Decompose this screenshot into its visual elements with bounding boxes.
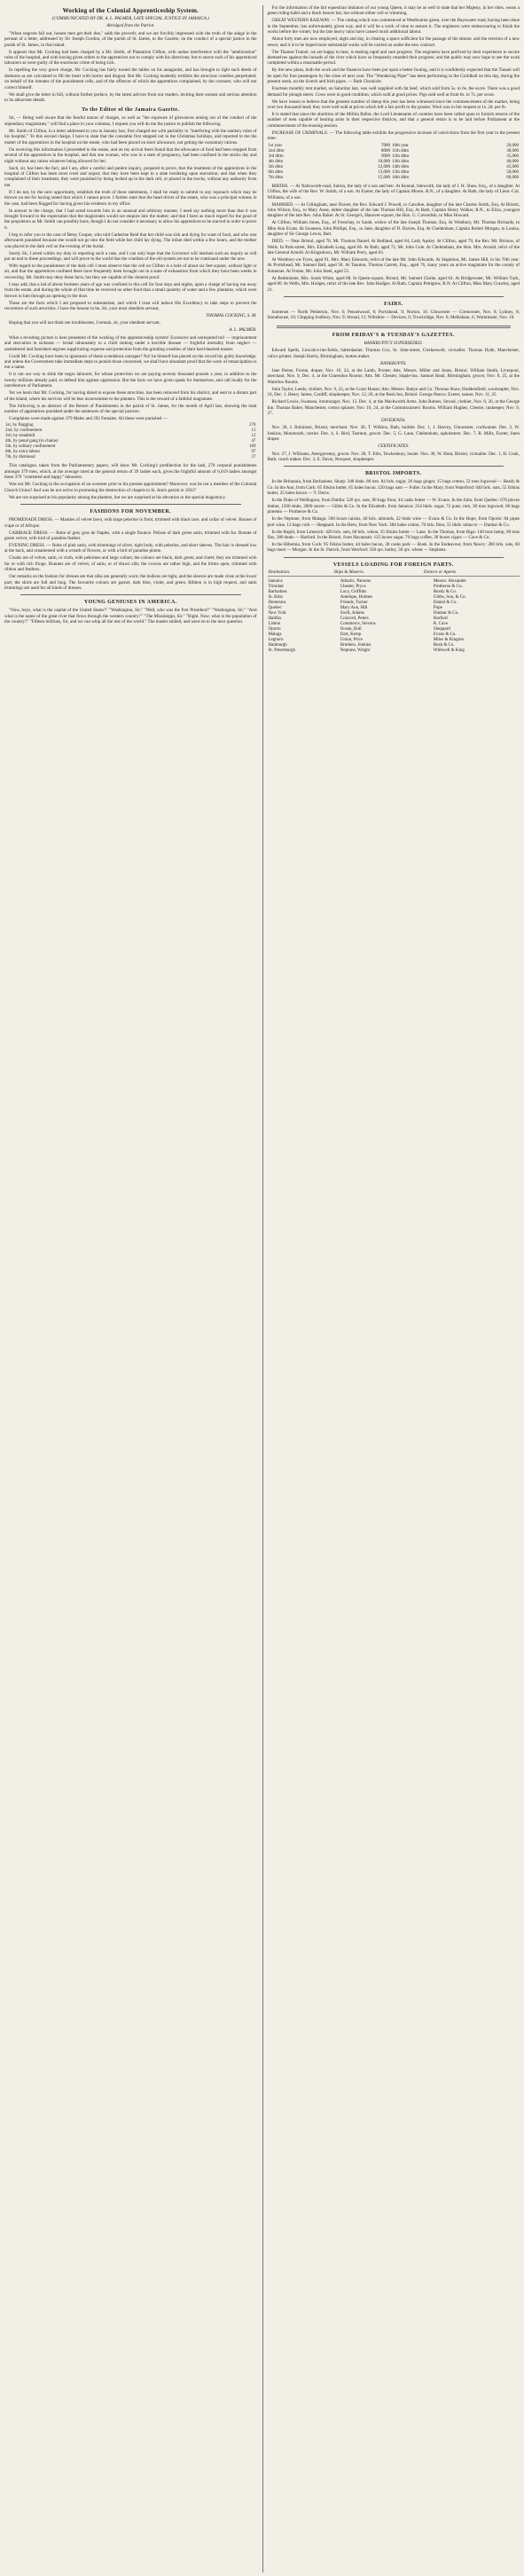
table-header <box>268 570 520 577</box>
section-divider <box>284 557 504 558</box>
table-cell: Ocean, Bull <box>340 626 362 632</box>
subheading: Abridged from the Patriot. <box>106 23 155 29</box>
article-paragraph: What a revolting picture is here presented of the working of the apprenticeship system! Excessive and unrequited toil — imprisonment and starvation in sickness — brutal inhumanity to a child sinking under a horrible disease — frightful mortality from neglect — unsheltered and famished negroes supplicating expense and protection from the grinding cruelties of their hard-hearted master. <box>4 334 257 352</box>
table-cell: 4th, by penal gang (in chains) <box>5 439 59 444</box>
table-cell: 7000 <box>381 143 391 148</box>
table-cell: Neptune, Wright <box>340 648 371 653</box>
table-cell: 13,000 <box>378 169 391 175</box>
article-paragraph: We shall give the letter in full, without further preface, by the latest advices from our readers, inviting their earnest and serious attention to its abhorrent details. <box>4 91 257 104</box>
article-paragraph: Hoping that you will not think me troublesome, I remain, sir, your obedient servant, <box>9 320 160 326</box>
article-paragraph: We are not surprised at his popularity among the planters, but we are surprised at his elevation to the special magistracy. <box>9 494 226 500</box>
table-cell: Messrs. Alexander <box>433 578 467 584</box>
table-row <box>268 570 520 577</box>
article-paragraph: About forty men are now employed, night and day, in clearing a space sufficient for the passage of the stream, and the erection of a new sewer, and it is to be hoped more substantial works will be carried on under the new contract. <box>267 36 520 48</box>
article-paragraph: If I do not, by the next opportunity, establish the truth of these statements, I shall be ready to submit to any reproach which may be thrown on me for having stated that which I cannot prove. I further state that the head driver of the estate, who was a principal witness in the case, had been flogged for having given his evidence in my office. <box>4 189 257 207</box>
article-paragraph: I beg to refer you to the case of Betsy Cooper, who told Catherine Reid that her child was sick and dying for want of food, and who was afterwards punished because she would not go into the field while her child lay dying. The infant died within a few hours, and the mother was placed in the dark cell on the evening of the burial. <box>4 232 257 249</box>
table-cell: 1st, by flogging <box>5 423 34 428</box>
article-paragraph: In the Rapid, from Limerick: 420 brls. oats, 60 brls. wheat, 35 firkins butter — Lane. In the Thomas, from Riga: 140 tons hemp, 90 tons flax, 300 deals — Harford. In the Bristol, from Havannah: 125 boxes sugar, 70 bags coffee, 30 boxes cigars — Cave & Co. <box>267 529 520 540</box>
section-heading: YOUNG GENIUSES IN AMERICA. <box>83 600 177 606</box>
table-cell: Whitwell & King <box>433 648 465 653</box>
table-cell: 6th ditto <box>268 169 284 175</box>
table-cell: 5th ditto <box>268 164 284 169</box>
table-cell: New York <box>268 610 286 616</box>
table-cell: 11th ditto <box>392 148 410 153</box>
article-paragraph: At Clifton, William Jones, Esq., of Frenchay, to Sarah, widow of the late Joseph Thomas, Esq. At Westbury, Mr. Thomas Richards, to Miss Ann Evans. At Swansea, John Phillips, Esq., to Jane, daughter of D. Davies, Esq. At Cheltenham, Captain Robert Morgan, to Louisa, daughter of Sir George Lewis, Bart. <box>267 220 520 238</box>
table-cell: Atlantic, Parsons <box>340 578 371 584</box>
table-cell: Brothers, Jenkins <box>340 642 371 648</box>
table-cell: Halifax <box>268 616 282 621</box>
article-paragraph: GREAT WESTERN RAILWAY. — The cutting which was commenced at Westbourne green, over the Bayswater road, having been done in the September, has unfortunately given way, and it will be a work of time to restore it. The engineers were endeavouring to finish the works before the winter; but the late heavy rains have caused much additional labour. <box>267 18 520 35</box>
article-paragraph: In the Duke of Wellington, from Dublin: 520 qrs. oats, 80 bags flour, 44 casks butter — W. Evans. In the John, from Quebec: 670 pieces timber, 1500 deals, 2000 staves — Gibbs & Co. In the Elizabeth, from Jamaica: 254 hhds. sugar, 72 puns. rum, 38 tons logwood, 60 bags pimento — Protheroe & Co. <box>267 498 520 515</box>
table-cell: 30,000 <box>506 148 519 153</box>
table-cell: 15th ditto <box>392 169 410 175</box>
section-heading: FAIRS. <box>384 301 403 307</box>
table-cell: St. Kitts <box>268 594 283 600</box>
article-paragraph: INCREASE OF CRIMINALS. — The following table exhibits the progressive increase of convictions from the first year to the present time: <box>267 130 520 142</box>
table-cell: 5th, by solitary confinement <box>5 444 56 450</box>
table-cell: Gibbs, Son, & Co. <box>433 594 466 600</box>
table-cell: 10th year <box>392 143 409 148</box>
table-cell: 169 <box>249 444 256 450</box>
article-paragraph: Nov. 27, J. Williams, Abergavenny, grocer. Nov. 28, T. Ellis, Tewkesbury, hosier. Nov. 30, W. Hunt, Bristol, victualler. Dec. 1, H. Cook, Bath, coach maker. Dec. 3, E. Davis, Newport, shopkeeper. <box>267 451 520 463</box>
table-cell: Pope <box>433 605 442 610</box>
table-cell: 12th ditto <box>392 153 410 159</box>
table-cell: 8000 <box>381 148 391 153</box>
table-cell: 13th ditto <box>392 159 410 164</box>
table-cell: Leghorn <box>268 637 284 642</box>
table-cell: 20,000 <box>506 143 519 148</box>
table-cell: Dart, Kemp <box>340 632 362 637</box>
section-heading: FROM FRIDAY'S & TUESDAY'S GAZETTES. <box>332 332 455 338</box>
subheading: CERTIFICATES. <box>378 444 410 450</box>
article-paragraph: At Westbury-on-Trym, aged 91, Mrs. Mary Edwards, relict of the late Mr. John Edwards. At Stapleton, Mr. James Hill, in his 70th year. At Portishead, Mr. Samuel Ball, aged 58. At Taunton, Thomas Garrett, Esq., aged 76, many years an active magistrate for the county of Somerset. At Frome, Mr. John Steel, aged 55. <box>267 256 520 274</box>
table-cell: Mary Ann, Hill <box>340 605 368 610</box>
table-cell: Friends, Turner <box>340 600 368 605</box>
article-paragraph: In repelling the very grave charge, Mr. Cocking has fairly turned the tables on his antagonist, and has brought to light such deeds of darkness as are calculated to fill the heart with horror and disgust. But Mr. Cocking modestly exhibits the atrocious cruelties perpetrated, on behalf of the inmates of the punishment cells, and of the offences of which the apprentices complained, by the overseer, who will not correct himself. <box>4 67 257 90</box>
table-cell: 4th ditto <box>268 159 284 164</box>
table-cell: 2nd ditto <box>268 148 285 153</box>
article-paragraph: Fourteen monthly rent market, on Saturday last, was well supplied with fat beef, which sold from 5s. to 6s. the score. There was a good demand for plough steers. Cows were in good condition, which sold at good prices. Pigs sold well at from 6s. to 7s. per score. <box>267 86 520 98</box>
article-paragraph: Nov. 28, J. Robinson, Bristol, merchant. Nov. 30, T. Wilkins, Bath, builder. Dec. 1, J. Harvey, Gloucester, cordwainer. Dec. 2, W. Jenkins, Monmouth, currier. Dec. 4, S. Bird, Taunton, grocer. Dec. 5, G. Lane, Cheltenham, upholsterer. Dec. 7, R. Mills, Exeter, linen draper. <box>267 425 520 443</box>
article-paragraph: Was not Mr. Cocking in the occupation of an overseer prior to his present appointment? Moreover, was he not a member of the Colonial Church Union? And was he not active in promoting the destruction of chapels in St. Ann's parish in 1832? <box>4 482 257 493</box>
table-cell: Lisbon <box>268 621 281 626</box>
article-paragraph: In the Britannia, from Barbadoes; Sharp: 348 hhds. 86 tres. 84 brls. sugar, 26 bags ginger, 15 bags cotton, 52 tons logwood — Ready & Co. In the Ann, from Cork: 85 firkins butter, 65 bales bacon, 120 bags oats — Fuller. In the Mary, from Waterford: 640 brls. oats, 55 firkins butter, 25 bales bacon — T. Davis. <box>267 479 520 497</box>
article-paragraph: It is not our way to slink the negro labourer, for whose protection we are paying seventy thousand pounds a year, in addition to the twenty millions already paid, to defend him against oppression. But the facts we have given speak for themselves, and call loudly for the interference of Parliament. <box>4 372 257 389</box>
article-paragraph: The Thames Tunnel, we are happy to hear, is making rapid and sure progress. The engineers have prefixed by their experience to secure themselves against the inroads of the river which have so frequently retarded their progress; and the public may now hope to see the work completed within a reasonable period. <box>267 49 520 67</box>
section-divider <box>277 326 512 328</box>
data-table <box>268 144 520 181</box>
section-divider <box>284 466 504 467</box>
article-paragraph: Edward Spells, Lincoln's-inn-fields, haberdasher. Thomas Cox, St. John-street, Clerkenwell, victualler. Thomas Hyde, Manchester, calico printer. Joseph Harris, Birmingham, button maker. <box>267 348 520 359</box>
table-cell: Daniel & Co. <box>433 600 458 605</box>
table-cell: Miles & Kington <box>433 637 465 642</box>
section-divider <box>284 296 504 297</box>
table-cell: Ready & Co. <box>433 589 458 594</box>
article-paragraph: Complaints were made against 379 Males and 292 Females. All these were punished — <box>9 416 168 422</box>
article-paragraph: By the new plans, both the work and the finances have been put upon a better footing, and it is confidently expected that the Tunnel will be open for foot passengers by the close of next year. The "Wandering Piper" has been performing in the Guildhall on this day, during the present week, on the Scotch and Irish pipes. — Bath Chronicle. <box>267 67 520 85</box>
article-paragraph: Yet we learn that Mr. Cocking, for having dared to expose these atrocities, has been removed from his district, and sent to a distant part of the island, where his services will be less inconvenient to the planters. This is the reward of a faithful magistrate. <box>4 390 257 402</box>
article-paragraph: This catalogue, taken from the Parliamentary papers, will show Mr. Cocking's predilection for the lash, 270 corporal punishments amongst 379 men, which, at the average rated at the general return of 39 lashes each, gives the frightful amount of 6,019 lashes amongst these 379 "contented and happy" labourers. <box>4 463 257 481</box>
table-cell: 50,000 <box>506 169 519 175</box>
table-cell: Destination. <box>268 570 333 577</box>
table-cell: Quebec <box>268 605 282 610</box>
data-table <box>268 579 520 654</box>
table-cell: 3rd ditto <box>268 153 284 159</box>
article-paragraph: BIRTHS. — At Nailsworth-road, Sutton, the lady of a son and heir. At Kennal, Isleworth, the lady of J. H. Shaw, Esq., of a daughter. At Clifton, the wife of the Rev. W. Smith, of a son. At Exeter, the lady of Captain Moore, R.N., of a daughter. At Bath, the lady of Lieut.-Col. Williams, of a son. <box>267 183 520 200</box>
article-paragraph: On receiving this information I proceeded to the estate, and on my arrival there found that the allowance of food had been stopped from several of the apprentices in the hospital, and that one woman, who was in a state of pregnancy, had been confined in the stocks day and night without any ration whatever being allowed for her. <box>4 146 257 164</box>
subheading: BANKRUPTCY SUPERSEDED. <box>364 340 423 346</box>
article-paragraph: Sir, — Being well aware that the fearful nature of charges, as well as "the exposure of grievances arising out of the conduct of the stipendiary magistrates," will find a place in your columns, I request you will do me the justice to publish the following. <box>4 115 257 127</box>
article-paragraph: PROMENADE DRESS. — Mantles of velvet lawn, with large pelerine in front, trimmed with black lace, and collar of velvet. Bonnet of crape or of Afrique. <box>4 517 257 529</box>
article-paragraph: Cloaks are of velvet, satin, or cloth, with pelerines and large collars; the colours are black, dark green, and claret; they are trimmed with fur or with rich fringe. Bonnets are of velvet, of satin, or of drawn silk; the crowns are rather high, and the brims open, trimmed with ribbon and feathers. <box>4 555 257 573</box>
article-paragraph: "Now, boys, what is the capital of the United States?" "Washington, Sir." "Well, who was the first President?" "Washington, Sir." "And what is the name of the great river that flows through the western country?" "The Mississippi, Sir." "Right. Now, what is the population of the country?" "Fifteen millions, Sir, and we can whip all the rest of the world." The master smiled, and went on to the next question. <box>4 608 257 625</box>
signature: THOMAS COCKING, S. M. <box>206 313 257 318</box>
table-cell: R. Cave <box>433 621 448 626</box>
article-paragraph: DIED. — Near Bristol, aged 78, Mr. Thomas Daniel. At Redland, aged 84, Lady Apsley. At Clifton, aged 79, the Rev. Mr. Bristow, of Wells. In Park-street, Mrs. Elizabeth Long, aged 66. At Bath, aged 72, Mr. John Cole. At Cheltenham, the Hon. Mrs. Arnold, relict of the late General Arnold. At Kingsdown, Mr. William Perry, aged 63. <box>267 239 520 255</box>
table-cell: 97 <box>251 450 256 455</box>
article-paragraph: Our remarks on the fashion for dresses are that silks are generally worn; the bodices are tight, and the sleeves are made close at the lower part; the skirts are full and long. The favourite colours are garnet, dark blue, violet, and green. Ribbon is in high request, and satin trimmings are used for all kinds of dresses. <box>4 574 257 591</box>
table-cell: Demerara <box>268 600 286 605</box>
article-paragraph: "When negroes fall out, honest men get their due," saith the proverb; and we are forcibly impressed with the truth of the adage in the perusal of a letter, addressed by Sir Joseph Gordon, of the parish of St. James, to the Gazette, on the conduct of a special justice in the parish of St. James, in that island. <box>4 30 257 48</box>
table-cell: Hamburgh <box>268 642 287 648</box>
table-cell: 16th ditto <box>392 175 410 180</box>
article-paragraph: With regard to the punishment of the dark cell I must observe that the cell on Clifton is a hole of about six feet square, without light or air, and that the apprentices confined there have frequently been brought out in a state of exhaustion from which they have been weeks in recovering. Mr. Smith may deny these facts, but they are capable of the clearest proof. <box>4 263 257 280</box>
article-paragraph: Surely Sir, I acted within my duty in reporting such a case, and I can only hope that the Governor will institute such an inquiry as will put an end to these proceedings, and will prove to the world that the cruelties of the old system are not to be continued under the new. <box>4 250 257 262</box>
section-heading: Working of the Colonial Apprenticeship System. <box>62 7 199 14</box>
table-cell: 15,000 <box>378 175 391 180</box>
table-cell: 270 <box>249 423 256 428</box>
article-paragraph: In answer to the charge, that I had acted towards him in an unusual and arbitrary manner, I need say nothing more than that it was brought forward in the expectation that the magistrates would not enquire into the matter; and that I have as much regard for the good of the proprietors as Mr. Smith can possibly have, though I do not consider it necessary to allow his apprentices to be starved in order to prove it. <box>4 208 257 231</box>
table-cell: Union, Price <box>340 637 364 642</box>
table-row <box>4 455 257 460</box>
article-paragraph: Mr. Smith of Clifton, in a letter addressed to you in January last, first charged me with partiality in "interfering with the sanitary rules of his hospital." To this second charge, I have to state that the constable first stepped out in the Christmas holidays, and reported to me the matter of the apprentices in the hospital on the estate, who had been placed on short allowance, not getting the customary rations. <box>4 128 257 145</box>
table-cell: Bush & Co. <box>433 642 455 648</box>
table-cell: 37 <box>251 455 256 460</box>
article-paragraph: Richard Lewis, Swansea, ironmonger, Nov. 13, Dec. 4, at the Mackworth Arms. John Barnes, Stroud, clothier, Nov. 8, 26, at the George Inn. Thomas Baker, Manchester, cotton spinner, Nov. 10, 24, at the Commissioners' Rooms. William Hughes, Chester, innkeeper, Nov. 9, 27. <box>267 399 520 417</box>
table-cell: 14th ditto <box>392 164 410 169</box>
article-paragraph: For the information of the fair equestrian imitators of our young Queen, it may be as well to state that her Majesty, in her rides, wears a green riding-habit and a black beaver hat, but without either veil or trimming. <box>267 5 520 17</box>
article-paragraph: Such, sir, has been the fact, and I am, after a careful and patient inquiry, prepared to prove, that the treatment of the apprentices in the hospital of Clifton has been most cruel and unjust; that they have been kept in a state bordering upon starvation; and that when they complained of their treatment, they were punished by being locked up in the dark cell, or placed in the stocks, without any authority from me. <box>4 165 257 188</box>
section-heading: FASHIONS FOR NOVEMBER. <box>90 509 172 515</box>
table-cell: St. Petersburgh <box>268 648 295 653</box>
table-cell: Trinidad <box>268 584 284 589</box>
article-paragraph: Somerset — North Petherton, Nov. 6; Penselwood, 8; Portishead, 9; Norton, 10. Gloucester — Cirencester, Nov. 8; Lydney, 8; Stonehouse, 10; Chipping Sodbury, Nov. 9; Stroud, 11; Wiltshire — Devizes, 6; Trowbridge, Nov. 6; Melksham, 6; Warminster, Nov. 10. <box>267 309 520 321</box>
table-cell: 40,000 <box>506 159 519 164</box>
table-cell: Malaga <box>268 632 282 637</box>
table-cell: Concord, Peters <box>340 616 369 621</box>
table-cell: 12,000 <box>378 164 391 169</box>
data-table <box>4 423 257 460</box>
table-cell: Oporto <box>268 626 281 632</box>
table-cell: 10,000 <box>378 159 391 164</box>
table-cell: 45,000 <box>506 164 519 169</box>
table-cell: Evans & Co. <box>433 632 457 637</box>
table-cell: 47 <box>251 439 256 444</box>
table-cell: Protheroe & Co. <box>433 584 463 589</box>
article-paragraph: Could Mr. Cocking have been in ignorance of these scandalous outrages? No! he himself has placed on the record his guilty knowledge, and unless the Government take immediate steps to punish those concerned, we shall have abundant proof that the work of emancipation is but a name. <box>4 353 257 371</box>
column-left <box>4 5 257 2572</box>
table-cell: Antelope, Holmes <box>340 594 373 600</box>
table-cell: Ships & Masters. <box>332 570 423 577</box>
article-paragraph: In the Neptune, from Malaga: 560 boxes raisins, 40 brls. almonds, 22 butts wine — Evans & Co. In the Hope, from Oporto: 84 pipes port wine, 12 bags cork — Sheppard. In the Hero, from New York: 384 bales cotton, 70 brls. flour, 55 hhds. tobacco — Dunbar & Co. <box>267 516 520 528</box>
article-paragraph: MARRIED. — At Gillingham, near Dorset, the Rev. Edward J. Powell, to Caroline, daughter of the late Charles Smith, Esq. At Bristol, John Wilson, Esq., to Mary Anne, eldest daughter of the late Thomas Hill, Esq. At Bath, Captain Henry Walker, R.N., to Eliza, youngest daughter of the late Rev. John Baker. At St. George's, Hanover-square, the Hon. G. Cavendish, to Miss Howard. <box>267 201 520 219</box>
section-heading: VESSELS LOADING FOR FOREIGN PARTS. <box>332 562 454 568</box>
column-right <box>262 5 520 2572</box>
table-cell: 60,000 <box>506 175 519 180</box>
article-paragraph: We have reason to believe that the greatest number of sheep this year has been witnessed since the commencement of the market, being over two thousand head; they were well sold at prices which left a fair profit to the grazier. Wool was in fair request at 1s. 2d. per lb. <box>267 98 520 111</box>
subheading: DIVIDENDS. <box>380 418 406 424</box>
table-cell: 7th, by dismissal <box>5 455 35 460</box>
section-divider <box>20 504 241 505</box>
article-paragraph: Jane Peirse, Frome, draper, Nov. 10, 24, at the Lamb, Frome; Atts. Messrs. Miller and Jones, Bristol. William Smith, Liverpool, merchant, Nov. 9, Dec. 4, at the Clarendon Rooms; Atts. Mr. Chester, Staple-inn. Samuel Read, Birmingham, grocer, Nov. 8, 25, at the Waterloo Rooms. <box>267 368 520 385</box>
section-divider <box>20 594 241 595</box>
article-paragraph: These are the facts which I am prepared to substantiate, and which I trust will induce His Excellency to take steps to prevent the recurrence of such atrocities. I have the honour to be, Sir, your most obedient servant, <box>4 300 257 311</box>
article-paragraph: John Taylor, Leeds, clothier, Nov. 9, 23, at the Court House; Atts. Messrs. Battye and Co. Thomas Shaw, Huddersfield, woolstapler, Nov. 10, Dec. 1. Henry James, Cardiff, shopkeeper, Nov. 12, 26, at the Bush Inn, Bristol. George Pearce, Exeter, tanner, Nov. 11, 25. <box>267 386 520 398</box>
table-cell: Owners or Agents. <box>423 570 520 577</box>
article-paragraph: CARRIAGE DRESS. — Robe of grey gros de Naples, with a single flounce. Pelisse of dark green satin, trimmed with fur. Bonnet of green velvet, with bird of paradise feather. <box>4 530 257 541</box>
table-cell: 35,000 <box>506 153 519 159</box>
table-cell: 3rd, by treadmill <box>5 434 35 439</box>
table-cell: Jamaica <box>268 578 283 584</box>
table-cell: 6th, by extra labour <box>5 450 41 455</box>
table-cell: Commerce, Stevens <box>340 621 376 626</box>
table-cell: Sheppard <box>433 626 450 632</box>
article-paragraph: In the Hibernia, from Cork: 95 firkins butter, 44 bales bacon, 30 casks pork — Bush. In the Endeavour, from Newry: 280 brls. oats, 60 bags meal — Morgan. In the St. Patrick, from Wexford: 330 qrs. barley, 50 qrs. wheat — Stephens. <box>267 541 520 554</box>
subheading: BANKRUPTS. <box>379 360 407 366</box>
table-cell: 12 <box>251 434 256 439</box>
article-paragraph: It is stated that since the abolition of the Militia Ballot, the Lord Lieutenants of counties have been called upon to furnish returns of the number of men capable of bearing arms in their respective districts, and that a general return is to be laid before Parliament at the commencement of the ensuing session. <box>267 112 520 129</box>
article-paragraph: The following is an abstract of the Return of Punishments in the parish of St. James, for the month of April last, showing the total number of apprentices punished under the sentences of the special justices: <box>4 403 257 415</box>
article-paragraph: EVENING DRESS. — Robe of pink satin, with trimmings of silver, tight body, with pelerine, and short sleeves. The hair is dressed low at the back, and ornamented with a wreath of flowers, or with a bird of paradise plume. <box>4 542 257 554</box>
table-cell: Harford <box>433 616 448 621</box>
signature: A. L. PALMER. <box>229 327 257 334</box>
table-cell: 7th ditto <box>268 175 284 180</box>
subheading: (COMMUNICATED BY DR. A. L. PALMER, LATE SPECIAL JUSTICE IN JAMAICA.) <box>51 16 209 21</box>
section-heading: To the Editor of the Jamaica Gazette. <box>82 107 180 114</box>
article-paragraph: I may add, that a lad of about fourteen years of age was confined in this cell for four days and nights, upon a charge of having run away from the estate, and during the whole of that time he received no other food than a small quantity of water and a few plantains, which were thrown to him through an opening in the door. <box>4 281 257 299</box>
table-cell: Swift, Adams <box>340 610 364 616</box>
table-cell: 13 <box>251 428 256 434</box>
table-cell: Lucy, Griffiths <box>340 589 367 594</box>
article-paragraph: At Bedminster, Mrs. Sarah White, aged 88. In Queen-square, Bristol, Mr. Samuel Clarke, aged 64. At Bridgewater, Mr. William Tuck, aged 80. At Wells, Mrs. Hodges, relict of the late Rev. John Hodges. At Bath, Captain Pettigrew, R.N. At Clifton, Miss Mary Crawley, aged 21. <box>267 275 520 293</box>
table-row <box>268 176 520 181</box>
table-row <box>268 648 520 654</box>
table-cell: 9000 <box>381 153 391 159</box>
table-cell: Barbadoes <box>268 589 287 594</box>
table-cell: 1st year <box>268 143 283 148</box>
article-paragraph: It appears that Mr. Cocking had been charged by a Mr. Smith, of Plantation Clifton, with undue interference with the "amelioration" rules of the hospital, and with having given orders to the apprentices not to comply with his directions; but to starve such of his apprenticed labourers as were guilty of the enormous crime of being sick. <box>4 49 257 67</box>
table-cell: 2nd, by confinement <box>5 428 43 434</box>
table-cell: Chester, Pryce <box>340 584 366 589</box>
section-heading: BRISTOL IMPORTS. <box>365 471 422 477</box>
table-cell: Dunbar & Co. <box>433 610 459 616</box>
